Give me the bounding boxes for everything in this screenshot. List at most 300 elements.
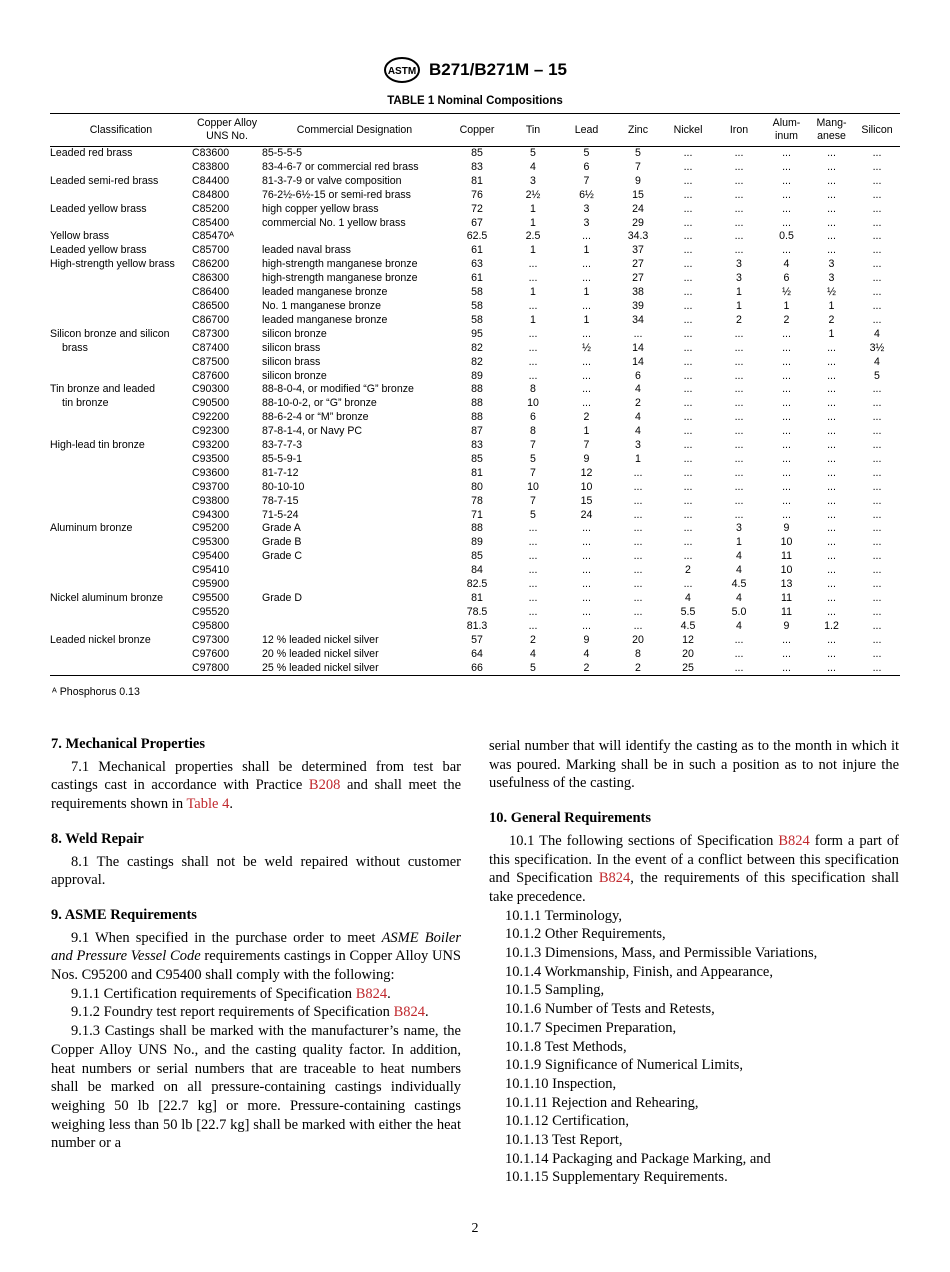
table-cell: ... <box>528 369 538 382</box>
table-cell: ... <box>633 508 643 521</box>
table-cell: 81 <box>471 174 483 187</box>
table-cell: 12 <box>580 466 593 479</box>
table-cell: ... <box>633 550 643 563</box>
table-cell: 3 <box>583 216 590 229</box>
table-cell <box>50 648 192 662</box>
table-cell: ... <box>782 355 791 368</box>
table-cell: 8 <box>635 647 641 660</box>
table-cell: ... <box>683 466 693 479</box>
table-cell: 4.5 <box>731 578 747 591</box>
table-cell: 6 <box>530 411 536 424</box>
table-cell: 14 <box>632 341 644 354</box>
table-cell: ... <box>528 536 538 549</box>
table-cell <box>262 620 447 634</box>
table-cell: 9 <box>583 633 590 646</box>
table-cell: 5 <box>583 147 590 159</box>
table-cell: ... <box>683 397 693 410</box>
table-cell: 10 <box>780 536 793 549</box>
section-8-1: 8.1 The castings shall not be weld repaired without customer approval. <box>51 853 461 889</box>
table-cell: 7 <box>583 439 590 452</box>
table-cell <box>50 495 192 509</box>
table-row <box>50 453 900 467</box>
table-cell: 67 <box>471 216 483 229</box>
table-cell: ... <box>827 355 836 368</box>
table-cell: ... <box>683 174 693 187</box>
table-cell: 58 <box>471 286 483 299</box>
section-8-title: 8. Weld Repair <box>51 830 144 847</box>
list-item: 10.1.11 Rejection and Rehearing, <box>505 1094 699 1111</box>
table-cell: 9 <box>783 522 790 535</box>
ref-b824-link[interactable]: B824 <box>355 985 388 1002</box>
table-cell: C83800 <box>192 160 230 173</box>
table-cell: 4 <box>685 592 691 604</box>
table-cell: C95900 <box>192 578 230 591</box>
table-cell: 80 <box>471 480 483 493</box>
table-cell: ... <box>582 327 591 340</box>
table-cell: 78 <box>471 494 483 507</box>
table-row <box>50 550 900 564</box>
column-header: Mang-anese <box>816 117 847 142</box>
table-cell: Grade B <box>262 536 302 549</box>
table-cell: 88 <box>471 383 483 396</box>
table-cell: 3 <box>828 272 835 285</box>
table-cell: ... <box>782 188 791 201</box>
section-9-1-3: 9.1.3 Castings shall be marked with the manufacturer’s name, the Copper Alloy UNS No., and the casting quality factor. In addition, heat numbers or serial numbers that are traceable to heat numbers shall be marked on all pressure-containing castings individually weighing 50 lb [22.7 kg] or more. Pressure-containing castings weighing less than 50 lb [22.7 kg] shall be marked with either the heat number or a <box>51 1023 461 1152</box>
table-cell: 15 <box>580 494 593 507</box>
table-cell: ... <box>683 230 693 243</box>
column-header: Iron <box>729 123 749 136</box>
table-cell: 2½ <box>525 188 541 201</box>
table-cell: ... <box>683 160 693 173</box>
column-header: Copper Alloy UNS No. <box>196 117 258 142</box>
table-cell: ... <box>827 480 836 493</box>
list-item: 10.1.4 Workmanship, Finish, and Appearance, <box>505 963 773 980</box>
table-cell: 38 <box>632 286 644 299</box>
list-item: 10.1.7 Specimen Preparation, <box>505 1019 677 1036</box>
table-cell: 81.3 <box>466 619 488 632</box>
astm-logo-icon <box>383 56 421 84</box>
table-cell: C95500 <box>192 592 230 604</box>
section-9-1-1: 9.1.1 Certification requirements of Specification B824. <box>71 985 391 1002</box>
list-item: 10.1.10 Inspection, <box>505 1075 617 1092</box>
table-cell: 27 <box>632 272 644 285</box>
table-cell: 83-4-6-7 or commercial red brass <box>262 160 419 173</box>
table-cell: ½ <box>827 286 836 299</box>
svg-text:ASTM: ASTM <box>387 66 417 77</box>
table-cell: ... <box>633 494 643 507</box>
table-cell: C83600 <box>192 147 230 159</box>
table-cell: 24 <box>632 202 644 215</box>
list-item: 10.1.9 Significance of Numerical Limits, <box>505 1057 743 1074</box>
table-cell: C92200 <box>192 411 230 424</box>
table-cell: ... <box>782 369 791 382</box>
table-cell: commercial No. 1 yellow brass <box>262 216 406 229</box>
table-row <box>50 258 900 272</box>
list-item: 10.1.2 Other Requirements, <box>505 926 666 943</box>
table-cell: ... <box>872 174 882 187</box>
list-item: 10.1.3 Dimensions, Mass, and Permissible Variations, <box>505 945 818 962</box>
table-cell: 7 <box>635 160 641 173</box>
table-cell <box>50 161 192 175</box>
table-cell: 10 <box>527 480 539 493</box>
table-cell: ... <box>872 536 882 549</box>
table-cell: ... <box>582 564 591 577</box>
table-cell: 85 <box>471 147 483 159</box>
table-cell: 4.5 <box>680 619 696 632</box>
table-cell: ... <box>582 522 591 535</box>
table-cell: ... <box>683 578 693 591</box>
table-footnote: ᴬ Phosphorus 0.13 <box>52 686 140 698</box>
table-cell: 39 <box>632 299 644 312</box>
table-cell: C94300 <box>192 508 230 521</box>
table-cell: C85200 <box>192 202 230 215</box>
table-cell: ... <box>582 355 591 368</box>
table-cell: ... <box>872 258 882 271</box>
table-cell: 4 <box>530 647 536 660</box>
table-cell: ... <box>633 536 643 549</box>
table-cell: Silicon bronze and silicon <box>50 327 170 340</box>
table-cell: ... <box>683 355 693 368</box>
table-cell: 1.2 <box>824 619 839 632</box>
table-row <box>50 286 900 300</box>
table-cell: ... <box>782 341 791 354</box>
list-item: 10.1.1 Terminology, <box>505 907 622 924</box>
table-cell: ... <box>782 147 791 159</box>
table-cell: ... <box>582 272 591 285</box>
section-7-1: 7.1 Mechanical properties shall be determined from test bar castings cast in accordance with Practice B208 and shall meet the requirements shown in Table 4. <box>51 758 462 813</box>
table-cell: Nickel aluminum bronze <box>50 592 164 604</box>
table-cell: ... <box>827 397 836 410</box>
table-cell: ... <box>582 230 591 243</box>
table-cell: ... <box>872 147 882 159</box>
table-cell: ... <box>872 592 882 604</box>
page-header <box>0 55 950 85</box>
table-cell: ... <box>683 425 693 438</box>
table-cell: silicon bronze <box>262 327 327 340</box>
table-cell: 11 <box>781 605 792 618</box>
table-cell: 4 <box>736 564 742 577</box>
table-cell: 9 <box>583 452 590 465</box>
table-cell <box>50 370 192 384</box>
table-cell: 87 <box>471 425 483 438</box>
table-cell: ... <box>734 466 744 479</box>
table-row <box>50 578 900 592</box>
table-cell: ... <box>683 286 693 299</box>
table-row <box>50 300 900 314</box>
table-cell <box>50 300 192 314</box>
table-cell: ... <box>683 299 693 312</box>
table-cell: 5.0 <box>731 605 747 618</box>
list-item: 10.1.6 Number of Tests and Retests, <box>505 1001 715 1018</box>
table-cell <box>50 453 192 467</box>
table-cell: 81 <box>471 592 483 604</box>
section-9-title: 9. ASME Requirements <box>51 906 197 923</box>
table-cell: ... <box>734 480 744 493</box>
table-cell: ... <box>633 522 643 535</box>
table-cell: 1 <box>530 244 536 257</box>
table-cell: ½ <box>782 286 791 299</box>
table-cell: 5 <box>530 147 536 159</box>
table-cell: 8 <box>530 425 536 438</box>
table-cell: ... <box>734 341 744 354</box>
table-cell <box>50 578 192 592</box>
table-cell: ... <box>782 216 791 229</box>
table-row <box>50 383 900 397</box>
table-cell: C85400 <box>192 216 230 229</box>
table-cell: 27 <box>632 258 644 271</box>
table-cell: High-strength yellow brass <box>50 258 175 271</box>
table-cell: C85470ᴬ <box>192 230 234 243</box>
table-cell: 89 <box>471 536 483 549</box>
table-cell: 88-6-2-4 or “M” bronze <box>262 411 369 424</box>
table-cell: ... <box>683 369 693 382</box>
table-cell: 82 <box>471 341 483 354</box>
table-cell <box>262 606 447 620</box>
table-cell: 2.5 <box>525 230 541 243</box>
table-row <box>50 564 900 578</box>
table-row <box>50 509 900 523</box>
table-row <box>50 606 900 620</box>
list-item: 10.1.12 Certification, <box>505 1113 630 1130</box>
table-cell: ... <box>782 202 791 215</box>
table-cell: 37 <box>632 244 644 257</box>
table-cell: C87300 <box>192 327 230 340</box>
table-row <box>50 536 900 550</box>
ref-b824-link[interactable]: B824 <box>598 870 631 887</box>
list-item: 10.1.8 Test Methods, <box>505 1038 627 1055</box>
table-cell: ... <box>782 480 791 493</box>
table-cell: Grade C <box>262 550 303 563</box>
table-cell: 1 <box>530 313 536 326</box>
table-cell: 14 <box>632 355 644 368</box>
table-cell: ... <box>683 536 693 549</box>
table-row <box>50 411 900 425</box>
ref-b824-link[interactable]: B824 <box>393 1004 425 1021</box>
table-cell: ... <box>872 522 882 535</box>
table-cell: 71 <box>471 508 483 521</box>
table-cell: 3½ <box>869 341 885 354</box>
table-cell: 87-8-1-4, or Navy PC <box>262 425 363 438</box>
table-cell: 84 <box>471 564 483 577</box>
table-cell: ... <box>782 633 791 646</box>
ref-b208-link[interactable]: B208 <box>308 777 341 794</box>
table-cell: 72 <box>471 202 483 215</box>
table-cell: ... <box>827 383 836 396</box>
table-cell: 11 <box>781 550 792 563</box>
table-cell: C86300 <box>192 272 230 285</box>
list-item: 10.1.15 Supplementary Requirements. <box>505 1169 728 1186</box>
section-10-1: 10.1 The following sections of Specification B824 form a part of this specification. In the event of a conflict between this specification and Specification B824, the requirements of this specification shall take precedence. <box>489 832 899 905</box>
table-cell: 5.5 <box>680 605 696 618</box>
table-cell: 2 <box>530 633 536 646</box>
table-cell: ... <box>872 439 882 452</box>
column-header: Nickel <box>673 123 703 136</box>
table-cell: ... <box>827 466 836 479</box>
table-cell: Leaded yellow brass <box>50 202 147 215</box>
table-cell: 3 <box>736 522 742 535</box>
table-cell: ... <box>872 411 882 424</box>
table-cell: Yellow brass <box>50 230 110 243</box>
table-cell: 1 <box>583 286 590 299</box>
table-cell: ... <box>734 425 744 438</box>
table-cell: C97300 <box>192 633 230 646</box>
table-cell: Aluminum bronze <box>50 522 133 535</box>
table-cell: 83 <box>471 160 483 173</box>
table-cell: brass <box>62 341 88 354</box>
table-cell: ... <box>528 522 538 535</box>
table-cell: ... <box>582 550 591 563</box>
ref-b824-link[interactable]: B824 <box>778 832 810 849</box>
table-cell: C93200 <box>192 439 230 452</box>
table-cell: Leaded nickel bronze <box>50 633 151 646</box>
table-title: TABLE 1 Nominal Compositions <box>387 95 563 107</box>
table-cell: C93600 <box>192 466 230 479</box>
column-header: Lead <box>574 123 599 136</box>
table-cell: ... <box>633 466 643 479</box>
section-9-1: 9.1 When specified in the purchase order to meet ASME Boiler and Pressure Vessel Code requirements castings in Copper Alloy UNS Nos. C95200 and C95400 shall comply with the following: <box>51 929 461 984</box>
table-row <box>50 244 900 258</box>
table-cell: ... <box>872 313 882 326</box>
table-cell <box>50 481 192 495</box>
table-cell <box>50 314 192 328</box>
table-cell: 88 <box>471 522 483 535</box>
table-cell: C90500 <box>192 397 230 410</box>
table-cell: 88-10-0-2, or “G” bronze <box>262 397 377 410</box>
table-cell: 6 <box>583 160 590 173</box>
table-cell: ... <box>683 313 693 326</box>
table-cell: 1 <box>736 536 742 549</box>
table-cell: high-strength manganese bronze <box>262 272 418 285</box>
table-cell: 5 <box>530 452 536 465</box>
table-cell: 2 <box>583 411 590 424</box>
table-cell: 1 <box>828 327 835 340</box>
ref-table4-link[interactable]: Table 4 <box>186 796 230 813</box>
table-cell: C86700 <box>192 313 230 326</box>
table-cell: ... <box>528 605 538 618</box>
table-cell: 62.5 <box>466 230 488 243</box>
table-cell: 85-5-5-5 <box>262 147 303 159</box>
table-cell: ... <box>827 605 836 618</box>
table-cell <box>50 606 192 620</box>
table-cell <box>50 411 192 425</box>
table-cell: ... <box>683 216 693 229</box>
table-cell: ... <box>528 550 538 563</box>
table-row <box>50 620 900 634</box>
table-cell: High-lead tin bronze <box>50 439 145 452</box>
table-cell: ... <box>827 564 836 577</box>
column-header: Alum-inum <box>772 117 801 142</box>
table-cell: ... <box>827 494 836 507</box>
table-cell: C86400 <box>192 286 230 299</box>
table-cell: 78.5 <box>466 605 488 618</box>
table-cell: leaded naval brass <box>262 244 351 257</box>
table-cell: ... <box>827 202 836 215</box>
table-cell: ... <box>633 327 643 340</box>
table-cell: ... <box>683 508 693 521</box>
table-cell: ... <box>809 662 854 676</box>
table-cell: ... <box>827 647 836 660</box>
table-cell: ... <box>582 536 591 549</box>
table-cell: 1 <box>828 299 835 312</box>
table-cell: 24 <box>580 508 593 521</box>
table-cell: 10 <box>780 564 793 577</box>
table-row <box>50 356 900 370</box>
table-row <box>50 370 900 384</box>
table-cell: tin bronze <box>62 397 109 410</box>
table-cell: ... <box>683 147 693 159</box>
table-cell <box>50 467 192 481</box>
table-cell: 5 <box>530 508 536 521</box>
table-cell: ... <box>582 605 591 618</box>
table-cell: ... <box>872 466 882 479</box>
table-cell: C87600 <box>192 369 230 382</box>
table-cell: ... <box>827 439 836 452</box>
table-cell: ... <box>734 188 744 201</box>
nominal-compositions-table <box>50 113 900 676</box>
table-cell: 3 <box>828 258 835 271</box>
table-cell: ... <box>633 578 643 591</box>
table-cell: 82.5 <box>466 578 488 591</box>
table-row <box>50 161 900 175</box>
table-cell: 3 <box>635 439 641 452</box>
table-cell: ... <box>872 619 882 632</box>
table-cell: 20 <box>632 633 644 646</box>
table-body <box>50 147 900 676</box>
table-cell: ... <box>582 619 591 632</box>
table-cell: ... <box>872 216 882 229</box>
list-item: 10.1.14 Packaging and Package Marking, and <box>505 1150 771 1167</box>
table-cell: 1 <box>736 286 742 299</box>
table-cell: ... <box>528 355 538 368</box>
table-cell: 58 <box>471 313 483 326</box>
table-cell: 83 <box>471 439 483 452</box>
table-cell: ... <box>582 258 591 271</box>
table-cell: ... <box>872 299 882 312</box>
table-cell: ... <box>683 452 693 465</box>
column-header: Copper <box>459 123 495 136</box>
section-7-title: 7. Mechanical Properties <box>51 736 205 752</box>
table-cell: ... <box>827 452 836 465</box>
table-row <box>50 189 900 203</box>
table-cell: 10 <box>580 480 593 493</box>
table-cell: ... <box>827 536 836 549</box>
table-cell <box>262 578 447 592</box>
table-cell: 88 <box>471 411 483 424</box>
table-cell: 29 <box>632 216 644 229</box>
table-cell: ... <box>872 480 882 493</box>
table-cell: ... <box>782 160 791 173</box>
table-cell: ... <box>582 299 591 312</box>
table-cell: 1 <box>583 313 590 326</box>
table-cell: 78-7-15 <box>262 494 299 507</box>
table-cell: ... <box>872 633 882 646</box>
table-cell: ... <box>872 452 882 465</box>
table-cell: ... <box>528 299 538 312</box>
table-row <box>50 592 900 606</box>
table-cell: ... <box>633 605 643 618</box>
table-cell: ... <box>734 369 744 382</box>
table-cell: C93500 <box>192 452 230 465</box>
table-cell: C92300 <box>192 425 230 438</box>
column-header: Classification <box>89 123 153 136</box>
table-cell: ... <box>683 411 693 424</box>
table-cell: ... <box>734 244 744 257</box>
table-row <box>50 662 900 676</box>
table-cell: ... <box>734 439 744 452</box>
table-row <box>50 522 900 536</box>
table-cell: ... <box>872 550 882 563</box>
table-cell <box>50 662 192 676</box>
